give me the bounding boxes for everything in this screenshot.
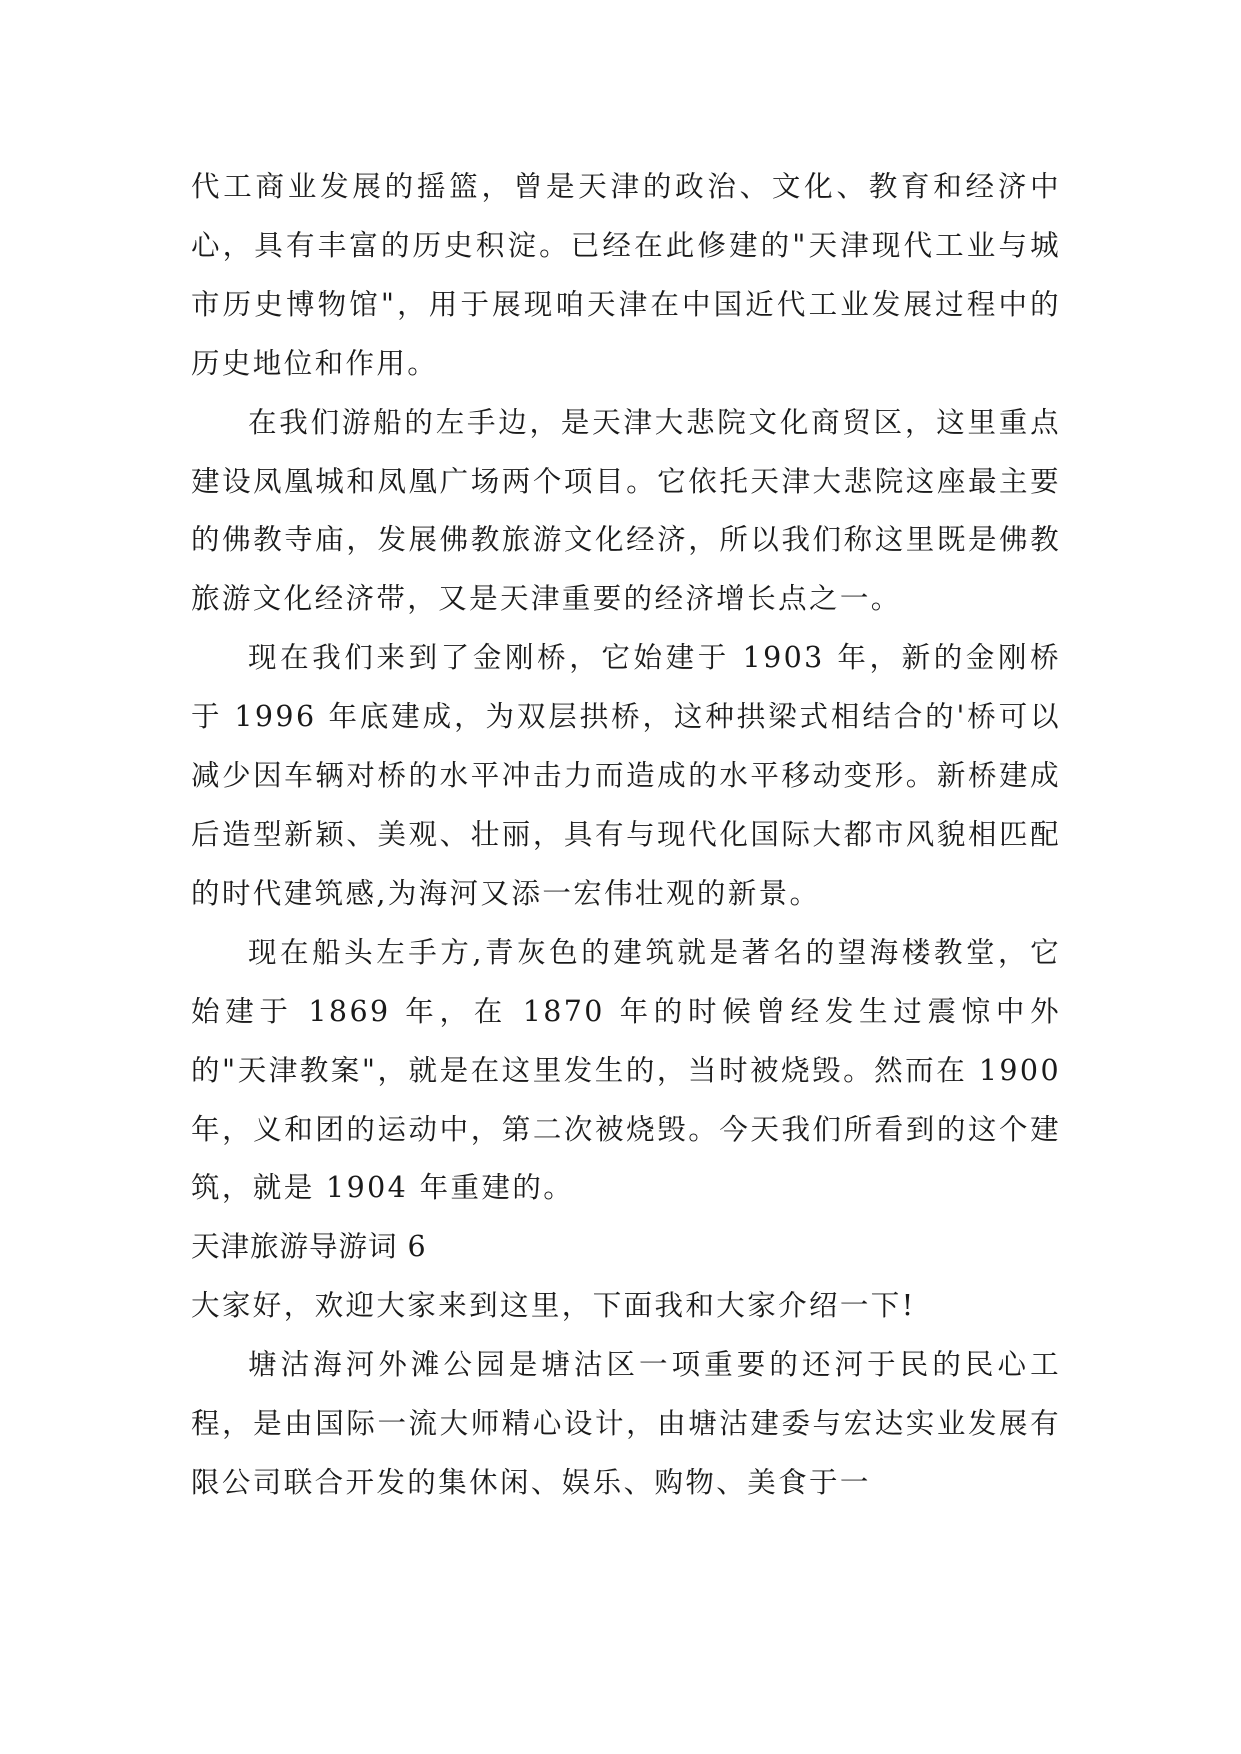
greeting-line: 大家好，欢迎大家来到这里，下面我和大家介绍一下! <box>191 1289 916 1323</box>
paragraph-waitan-park: 塘沽海河外滩公园是塘沽区一项重要的还河于民的民心工程，是由国际一流大师精心设计，由塘沽建委与宏达实业发展有限公司联合开发的集休闲、娱乐、购物、美食于一 <box>191 1348 1061 1499</box>
paragraph-continued: 代工商业发展的摇篮，曾是天津的政治、文化、教育和经济中心，具有丰富的历史积淀。已经在此修建的"天津现代工业与城市历史博物馆"，用于展现咱天津在中国近代工业发展过程中的历史地位和作用。 <box>191 170 1061 380</box>
section-title: 天津旅游导游词 6 <box>191 1230 427 1264</box>
paragraph-jingang-bridge: 现在我们来到了金刚桥，它始建于 1903 年，新的金刚桥于 1996 年底建成，为双层拱桥，这种拱梁式相结合的'桥可以减少因车辆对桥的水平冲击力而造成的水平移动变形。新桥建成后造型新颖、美观、壮丽，具有与现代化国际大都市风貌相匹配的时代建筑感,为海河又添一宏伟壮观的新景。 <box>191 641 1061 910</box>
document-body <box>191 158 1061 1513</box>
paragraph-wanghailou-church: 现在船头左手方,青灰色的建筑就是著名的望海楼教堂，它始建于 1869 年，在 1870 年的时候曾经发生过震惊中外的"天津教案"，就是在这里发生的，当时被烧毁。然而在 1900 年，义和团的运动中，第二次被烧毁。今天我们所看到的这个建筑，就是 1904 年重建的。 <box>191 935 1061 1205</box>
paragraph-dabeiyuan: 在我们游船的左手边，是天津大悲院文化商贸区，这里重点建设凤凰城和凤凰广场两个项目。它依托天津大悲院这座最主要的佛教寺庙，发展佛教旅游文化经济，所以我们称这里既是佛教旅游文化经济带，又是天津重要的经济增长点之一。 <box>191 405 1061 616</box>
